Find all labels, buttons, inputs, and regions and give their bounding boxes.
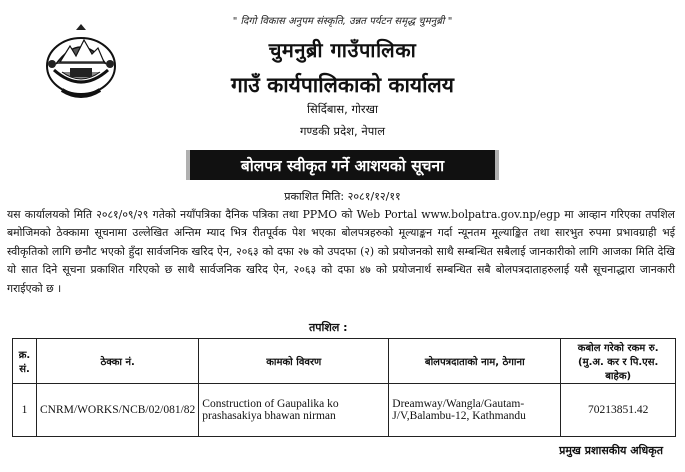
- office-name: गाउँ कार्यपालिकाको कार्यालय: [231, 73, 454, 97]
- col-header-sn: क्र. सं.: [13, 339, 37, 384]
- signature-title: प्रमुख प्रशासकीय अधिकृत: [559, 444, 663, 457]
- cell-bidder: Dreamway/Wangla/Gautam-J/V,Balambu-12, Kathmandu: [389, 384, 561, 437]
- col-header-amount: कबोल गरेको रकम रु. (मु.अ. कर र पि.एस. बाहेक): [561, 339, 676, 384]
- table-header-row: [13, 339, 676, 384]
- notice-body: यस कार्यालयको मिति २०८१/०९/२९ गतेको नयाँपत्रिका दैनिक पत्रिका तथा PPMO को Web Portal www.bolpatra.gov.np/egp मा आव्हान गरिएका तपशिल बमोजिमको ठेक्कामा सूचनामा उल्लेखित अन्तिम म्याद भित्र रीतपूर्वक पेश भएका बोलपत्रहरुको मूल्याङ्कन गर्दा न्यूनतम मूल्याङ्कित तथा सारभुत रुपमा प्रभावग्राही भई स्वीकृतिको लागि छनौट भएको हुँदा सार्वजनिक खरिद ऐन, २०६३ को दफा २७ को उपदफा (२) को प्रयोजनको साथै सम्बन्धित सबैलाई जानकारीको लागि आजका मिति देखि यो सात दिने सूचना प्रकाशित गरिएको छ साथै सार्वजनिक खरिद ऐन, २०६३ को दफा ४७ को प्रयोजनार्थ सम्बन्धित सबै बोलपत्रदाताहरुलाई यसै सूचनाद्धारा जानकारी गराईएको छ ।: [7, 208, 675, 295]
- cell-sn: 1: [13, 384, 37, 437]
- cell-amount: 70213851.42: [561, 384, 676, 437]
- published-date: प्रकाशित मिति: २०८१/१२/११: [284, 190, 401, 203]
- cell-description: Construction of Gaupalika ko prashasakiya bhawan nirman: [199, 384, 389, 437]
- col-header-contract-no: ठेक्का नं.: [37, 339, 199, 384]
- tender-table: [12, 338, 676, 437]
- address-line-2: गण्डकी प्रदेश, नेपाल: [299, 124, 386, 138]
- cell-contract-no: CNRM/WORKS/NCB/02/081/82: [37, 384, 199, 437]
- schedule-label: तपशिल :: [309, 321, 348, 334]
- municipality-name: चुमनुब्री गाउँपालिका: [268, 38, 417, 62]
- table-row: [13, 384, 676, 437]
- tagline: " दिगो विकास अनुपम संस्कृति, उन्नत पर्यटन समृद्ध चुमनुब्री ": [232, 16, 453, 27]
- address-line-1: सिर्दिबास, गोरखा: [306, 102, 378, 116]
- col-header-description: कामको विवरण: [199, 339, 389, 384]
- col-header-bidder: बोलपत्रदाताको नाम, ठेगाना: [389, 339, 561, 384]
- notice-heading: बोलपत्र स्वीकृत गर्ने आशयको सूचना: [190, 150, 495, 180]
